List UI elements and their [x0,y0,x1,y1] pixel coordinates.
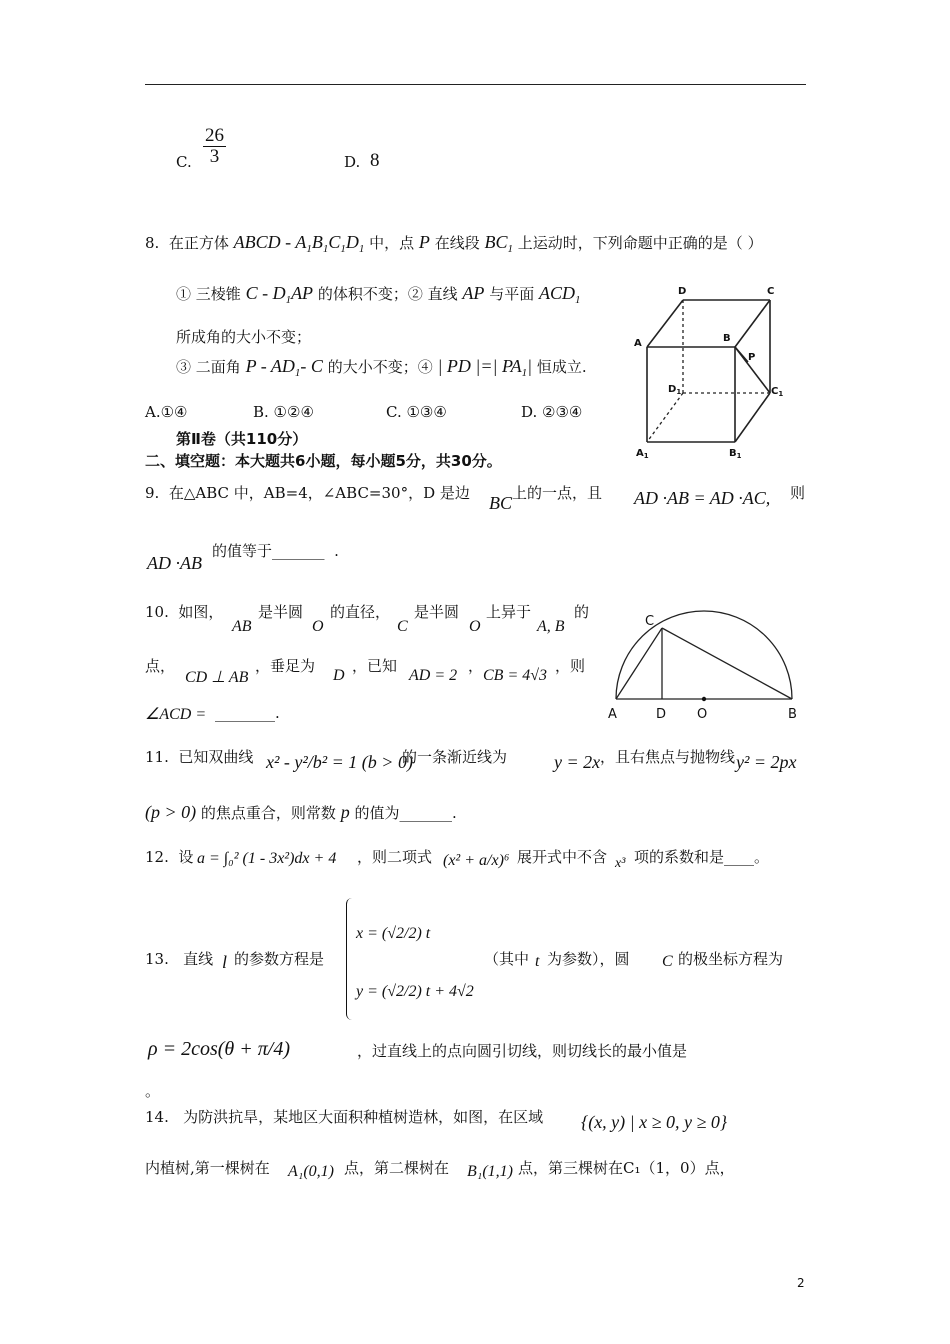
q13-t6: ，过直线上的点向圆引切线，则切线长的最小值是 [357,1042,688,1060]
q10-t6: 的 [574,603,590,621]
q13-brace [346,898,355,1020]
q10-ad: AD = 2 [409,667,458,684]
q8-statement-1-2-cont: 所成角的大小不变； [176,328,312,346]
fig-label-b: B [788,707,797,722]
q10-t5: 上异于 [486,603,532,621]
q10-t7: 点， [145,657,176,675]
q13-line1: 13. 直线 [145,950,214,968]
q13-t3: （其中 [484,950,530,968]
cube-label-d1: $D_1$ [668,384,682,396]
q8-option-b: B. ①②④ [253,403,314,421]
q13-eq-x: x = (√2/2) t [356,925,431,942]
q12-binomial: (x² + a/x)⁶ [443,852,510,869]
q10-t9: ，已知 [352,657,398,675]
q10-cb: CB = 4√3 [483,667,548,684]
q10-t3: 的直径， [330,603,391,621]
q14-t4: 点，第三棵树在C₁（1，0）点， [518,1159,735,1177]
q11-parabola: y² = 2px [736,752,797,772]
q14-t3: 点，第二棵树在 [344,1159,450,1177]
semicircle-figure [600,605,810,725]
q14-line1: 14. 为防洪抗旱，某地区大面积种植树造林，如图，在区域 [145,1108,544,1126]
q10-c: C [397,618,408,635]
q14-t2: 内植树,第一棵树在 [145,1159,270,1177]
q10-t4: 是半圆 [414,603,460,621]
q9-expression: AD ·AB [147,553,202,573]
q13-t5: 的极坐标方程为 [678,950,784,968]
section-title: 二、填空题：本大题共6小题，每小题5分，共30分。 [145,452,502,470]
q8-statement-1-2: ① 三棱锥 C - $D_1AP$ 的体积不变；② 直线 AP 与平面 $ACD_1$ [176,283,581,306]
q10-t2: 是半圆 [258,603,304,621]
fig-label-c: C [645,614,655,629]
cube-label-d: D [678,286,687,297]
q14-region: {(x, y) | x ≥ 0, y ≥ 0} [581,1112,728,1132]
q11-hyperbola: x² - y²/b² = 1 (b > 0) [266,752,413,772]
cube-label-b: B [723,333,731,344]
q11-line2: (p > 0) 的焦点重合，则常数 p 的值为_______. [145,802,457,822]
fig-label-a: A [608,707,617,722]
q11-asymptote: y = 2x [554,752,601,772]
q8-stem: 8. 在正方体 ABCD - $A_1B_1C_1D_1$ 中，点 P 在线段 $BC_1$ 上运动时，下列命题中正确的是（ ） [145,232,763,255]
q10-blank: ________. [215,704,280,722]
q7-option-d-label: D. [344,153,361,171]
q13-t4: 为参数），圆 [547,950,630,968]
q8-statement-3-4: ③ 二面角 P - $AD_1-$ C 的大小不变；④ | PD |=| $PA_1|$ 恒成立. [176,356,587,379]
q10-t10: ， [468,657,484,675]
q9-equation: AD ·AB = AD ·AC, [634,488,771,508]
cube-label-c: C [767,286,775,297]
q13-eq-y: y = (√2/2) t + 4√2 [356,983,474,1000]
q12-line: 12. 设 [145,848,194,866]
q10-o2: O [469,618,481,635]
q10-d: D [333,667,345,684]
cube-figure [630,280,800,460]
part2-title: 第Ⅱ卷（共110分） [176,430,308,448]
q7-option-d-value: 8 [370,150,380,171]
q11-t3: ，且右焦点与抛物线 [600,748,736,766]
q10-o: O [312,618,324,635]
q10-t8: ，垂足为 [255,657,316,675]
q13-l: l [222,952,228,972]
q10-line1: 10. 如图， [145,603,224,621]
cube-label-b1: $B_1$ [729,448,742,460]
q13-t: t [535,953,540,970]
q9-line1: 9. 在△ABC 中，AB=4，∠ABC=30°，D 是边 [145,484,470,502]
q10-perp: CD ⊥ AB [185,669,249,686]
q10-ab: AB [232,618,252,635]
q9-line2: 的值等于_______ . [212,542,339,560]
q12-t3: 展开式中不含 [517,848,608,866]
q7-option-c-fraction: $\frac{26}{3}$ [205,125,224,167]
q12-t4: 项的系数和是____。 [634,848,770,866]
q12-t2: ，则二项式 [357,848,433,866]
q11-t2: 的一条渐近线为 [402,748,508,766]
q8-option-c: C. ①③④ [386,403,447,421]
q12-integral: a = ∫₀² (1 - 3x²)dx + 4 [197,850,337,867]
q13-t2: 的参数方程是 [234,950,325,968]
q8-option-a: A.①④ [145,403,188,421]
fig-label-o: O [697,707,708,722]
q12-x3: x³ [615,856,626,871]
cube-label-p: P [748,352,756,363]
q14-b1: B₁(1,1) [467,1163,513,1180]
q7-option-c-label: C. [176,153,192,171]
q8-option-d: D. ②③④ [521,403,583,421]
cube-label-a1: $A_1$ [636,448,649,460]
cube-label-a: A [634,338,642,349]
q14-a1: A₁(0,1) [288,1163,334,1180]
header-rule [145,84,806,85]
q9-bc: BC [489,493,513,513]
q9-t2: 上的一点，且 [512,484,603,502]
cube-label-c1: $C_1$ [771,386,784,398]
q10-t11: ，则 [555,657,586,675]
q13-c: C [662,953,673,970]
q9-t3: 则 [790,484,806,502]
fig-label-d: D [656,707,667,722]
q10-ab2: A, B [537,618,565,635]
q11-line1: 11. 已知双曲线 [145,748,254,766]
q13-polar: ρ = 2cos(θ + π/4) [148,1038,290,1060]
q10-angle: ∠ACD = [145,706,207,723]
q13-t7: 。 [145,1082,161,1100]
page-number: 2 [797,1276,805,1290]
